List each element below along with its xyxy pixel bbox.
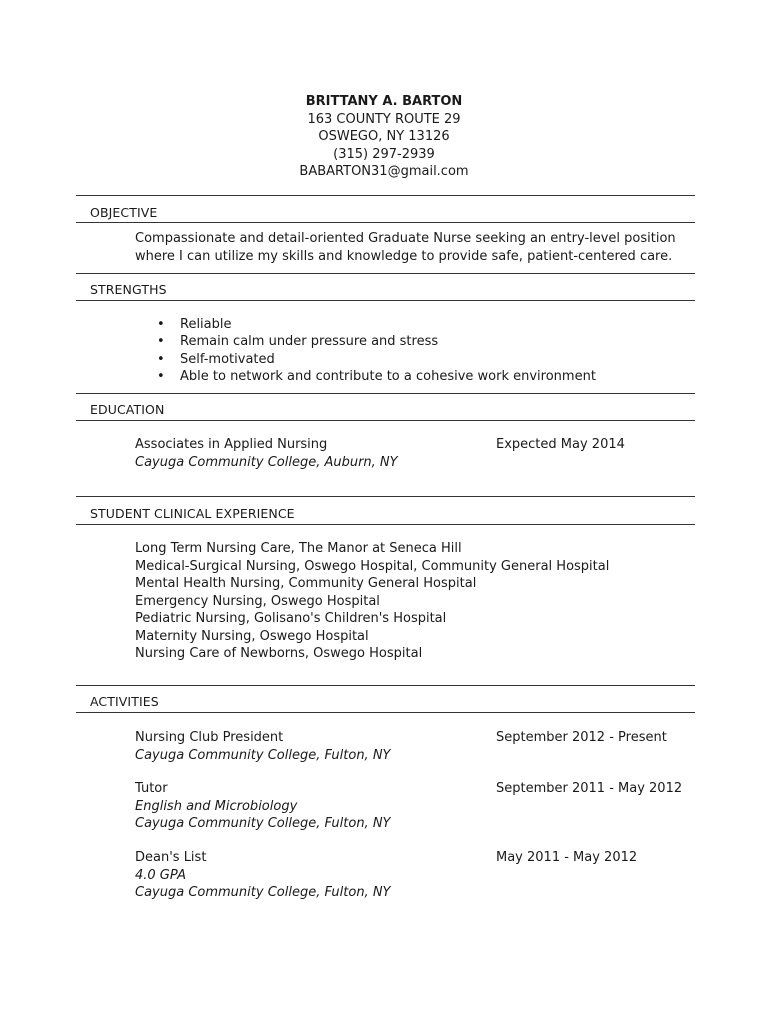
city-state-zip: OSWEGO, NY 13126 bbox=[318, 129, 450, 144]
section-divider bbox=[76, 222, 695, 223]
activity-location: Cayuga Community College, Fulton, NY bbox=[135, 885, 391, 900]
activity-role: Tutor bbox=[135, 781, 168, 796]
section-divider bbox=[76, 496, 695, 497]
strengths-heading: STRENGTHS bbox=[90, 282, 167, 297]
section-divider bbox=[76, 420, 695, 421]
clinical-heading: STUDENT CLINICAL EXPERIENCE bbox=[90, 506, 295, 521]
section-divider bbox=[76, 712, 695, 713]
contact-header bbox=[0, 93, 768, 181]
degree-name: Associates in Applied Nursing bbox=[135, 437, 328, 452]
activity-role: Nursing Club President bbox=[135, 730, 284, 745]
objective-line: Compassionate and detail-oriented Graduate Nurse seeking an entry-level position bbox=[135, 231, 676, 246]
section-divider bbox=[76, 195, 695, 196]
activity-role: Dean's List bbox=[135, 850, 207, 865]
activity-date: September 2012 - Present bbox=[496, 730, 667, 745]
activity-location: Cayuga Community College, Fulton, NY bbox=[135, 816, 391, 831]
street-address: 163 COUNTY ROUTE 29 bbox=[307, 111, 461, 127]
activity-entry bbox=[135, 780, 391, 833]
candidate-name: BRITTANY A. BARTON bbox=[305, 94, 463, 109]
list-item: • Self-motivated bbox=[135, 351, 596, 368]
list-item: • Remain calm under pressure and stress bbox=[135, 333, 596, 350]
list-item: Mental Health Nursing, Community General Hospital bbox=[135, 576, 477, 591]
objective-line: where I can utilize my skills and knowledge to provide safe, patient-centered care. bbox=[135, 248, 673, 264]
education-entry bbox=[135, 436, 398, 471]
list-item: Maternity Nursing, Oswego Hospital bbox=[135, 628, 369, 644]
phone-number: (315) 297-2939 bbox=[333, 146, 435, 162]
objective-text bbox=[135, 230, 676, 265]
activity-entry bbox=[135, 849, 391, 902]
list-item: Pediatric Nursing, Golisano's Children's Hospital bbox=[135, 611, 447, 626]
list-item: • Reliable bbox=[135, 316, 596, 333]
activity-location: Cayuga Community College, Fulton, NY bbox=[135, 747, 391, 763]
education-heading: EDUCATION bbox=[90, 402, 165, 417]
activity-entry bbox=[135, 729, 391, 764]
strengths-list bbox=[135, 316, 596, 385]
section-divider bbox=[76, 273, 695, 274]
objective-heading: OBJECTIVE bbox=[90, 205, 158, 220]
school-name: Cayuga Community College, Auburn, NY bbox=[135, 454, 398, 470]
list-item: Nursing Care of Newborns, Oswego Hospital bbox=[135, 646, 423, 661]
activity-date: September 2011 - May 2012 bbox=[496, 781, 683, 796]
clinical-list bbox=[135, 540, 609, 663]
activity-detail: English and Microbiology bbox=[135, 798, 298, 814]
activities-heading: ACTIVITIES bbox=[90, 694, 159, 709]
section-divider bbox=[76, 685, 695, 686]
education-date: Expected May 2014 bbox=[496, 437, 625, 452]
section-divider bbox=[76, 300, 695, 301]
activity-detail: 4.0 GPA bbox=[135, 867, 186, 883]
list-item: • Able to network and contribute to a cohesive work environment bbox=[135, 368, 596, 385]
list-item: Long Term Nursing Care, The Manor at Seneca Hill bbox=[135, 541, 462, 556]
email-address: BABARTON31@gmail.com bbox=[299, 164, 469, 179]
list-item: Medical-Surgical Nursing, Oswego Hospital, Community General Hospital bbox=[135, 558, 610, 574]
section-divider bbox=[76, 524, 695, 525]
activity-date: May 2011 - May 2012 bbox=[496, 850, 638, 865]
section-divider bbox=[76, 393, 695, 394]
list-item: Emergency Nursing, Oswego Hospital bbox=[135, 593, 380, 609]
